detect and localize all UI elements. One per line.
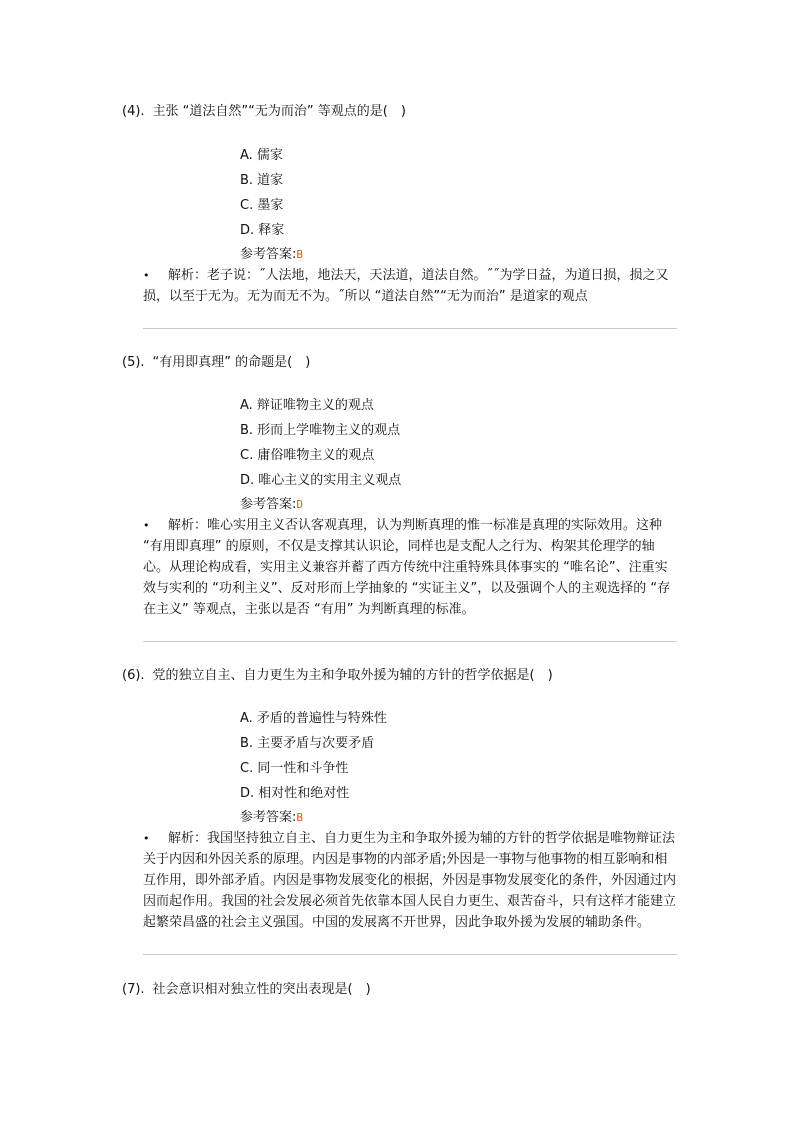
option-b[interactable]: B. 道家: [240, 173, 284, 188]
option-b[interactable]: B. 形而上学唯物主义的观点: [240, 423, 401, 438]
option-a[interactable]: A. 儒家: [240, 148, 283, 163]
answer-line: [240, 496, 401, 514]
explanation-6: [143, 828, 677, 933]
answer-value: B: [296, 248, 304, 261]
divider: [143, 641, 677, 642]
question-7: [122, 981, 371, 999]
option-c[interactable]: C. 庸俗唯物主义的观点: [240, 448, 375, 463]
question-5: [122, 354, 310, 372]
question-4: [122, 103, 406, 121]
divider: [143, 328, 677, 329]
question-number: (7).: [122, 982, 145, 997]
question-stem: “有用即真理” 的命题是( ): [152, 355, 311, 370]
answer-line: [240, 246, 303, 264]
question-stem: 社会意识相对独立性的突出表现是( ): [152, 982, 371, 997]
bullet-icon: •: [143, 519, 150, 532]
option-b[interactable]: B. 主要矛盾与次要矛盾: [240, 736, 375, 751]
option-a[interactable]: A. 矛盾的普遍性与特殊性: [240, 711, 387, 726]
options-6: [240, 709, 387, 827]
answer-label: 参考答案:: [240, 497, 297, 512]
explanation-text: 解析：我国坚持独立自主、自力更生为主和争取外援为辅的方针的哲学依据是唯物辩证法关于内因和外因关系的原理。内因是事物的内部矛盾;外因是一事物与他事物的相互影响和相互作用，即外部矛盾。内因是事物发展变化的根据，外因是事物发展变化的条件，外因通过内因而起作用。我国的社会发展必须首先依靠本国人民自力更生、艰苦奋斗，只有这样才能建立起繁荣昌盛的社会主义强国。中国的发展离不开世界，因此争取外援为发展的辅助条件。: [143, 831, 677, 930]
option-d[interactable]: D. 唯心主义的实用主义观点: [240, 473, 402, 488]
answer-line: [240, 809, 387, 827]
option-d[interactable]: D. 释家: [240, 223, 285, 238]
options-5: [240, 396, 401, 514]
question-stem: 党的独立自主、自力更生为主和争取外援为辅的方针的哲学依据是( ): [152, 668, 553, 683]
answer-label: 参考答案:: [240, 810, 297, 825]
explanation-5: [143, 515, 677, 620]
answer-value: B: [296, 811, 304, 824]
question-number: (4).: [122, 104, 145, 119]
question-6: [122, 667, 553, 685]
question-number: (5).: [122, 355, 145, 370]
answer-value: D: [296, 498, 304, 511]
explanation-4: [143, 265, 677, 307]
option-c[interactable]: C. 墨家: [240, 198, 284, 213]
answer-label: 参考答案:: [240, 247, 297, 262]
question-number: (6).: [122, 668, 145, 683]
option-d[interactable]: D. 相对性和绝对性: [240, 786, 350, 801]
bullet-icon: •: [143, 269, 150, 282]
explanation-text: 解析：老子说：˝人法地，地法天，天法道，道法自然。˝˝为学日益，为道日损，损之又损，以至于无为。无为而无不为。˝所以 “道法自然”“无为而治” 是道家的观点: [143, 268, 669, 304]
options-4: [240, 146, 303, 264]
question-stem: 主张 “道法自然”“无为而治” 等观点的是( ): [152, 104, 406, 119]
bullet-icon: •: [143, 832, 150, 845]
option-c[interactable]: C. 同一性和斗争性: [240, 761, 349, 776]
explanation-text: 解析：唯心实用主义否认客观真理，认为判断真理的惟一标准是真理的实际效用。这种 “有用即真理” 的原则，不仅是支撑其认识论，同样也是支配人之行为、构架其伦理学的轴心。从理论构成看，实用主义兼容并蓄了西方传统中注重特殊具体事实的 “唯名论”、注重实效与实利的 “功利主义”、反对形而上学抽象的 “实证主义”，以及强调个人的主观选择的 “存在主义” 等观点，主张以是否 “有用” 为判断真理的标准。: [143, 518, 671, 617]
divider: [143, 954, 677, 955]
option-a[interactable]: A. 辩证唯物主义的观点: [240, 398, 374, 413]
